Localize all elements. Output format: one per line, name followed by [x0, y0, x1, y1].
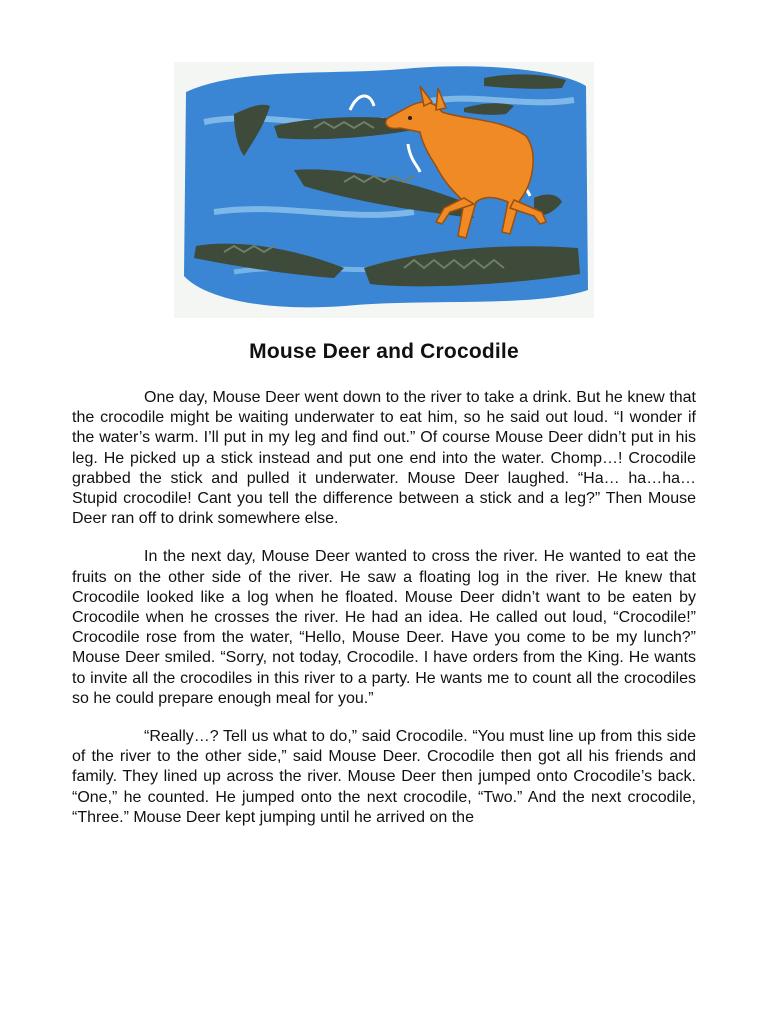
paragraph: One day, Mouse Deer went down to the river to take a drink. But he knew that the crocodile might be waiting underwater to eat him, so he said out loud. “I wonder if the water’s warm. I’ll put in my leg and find out.” Of course Mouse Deer didn’t put in his leg. He picked up a stick instead and put one end into the water. Chomp…! Crocodile grabbed the stick and pulled it underwater. Mouse Deer laughed. “Ha… ha…ha… Stupid crocodile! Cant you tell the difference between a stick and a leg?” Then Mouse Deer ran off to drink somewhere else. [72, 389, 696, 528]
mouse-deer-crocodile-illustration [174, 62, 594, 318]
story-title: Mouse Deer and Crocodile [249, 340, 519, 363]
story-body [72, 388, 696, 846]
paragraph: In the next day, Mouse Deer wanted to cross the river. He wanted to eat the fruits on the other side of the river. He saw a floating log in the river. He knew that Crocodile looked like a log when he floated. Mouse Deer didn’t want to be eaten by Crocodile when he crosses the river. He had an idea. He called out loud, “Crocodile!” Crocodile rose from the water, “Hello, Mouse Deer. Have you come to be my lunch?” Mouse Deer smiled. “Sorry, not today, Crocodile. I have orders from the King. He wants to invite all the crocodiles in this river to a party. He wants me to count all the crocodiles so he could prepare enough meal for you.” [72, 548, 696, 707]
story-illustration [174, 62, 594, 318]
paragraph: “Really…? Tell us what to do,” said Crocodile. “You must line up from this side of the river to the other side,” said Mouse Deer. Crocodile then got all his friends and family. They lined up across the river. Mouse Deer then jumped onto Crocodile’s back. “One,” he counted. He jumped onto the next crocodile, “Two.” And the next crocodile, “Three.” Mouse Deer kept jumping until he arrived on the [72, 728, 696, 826]
